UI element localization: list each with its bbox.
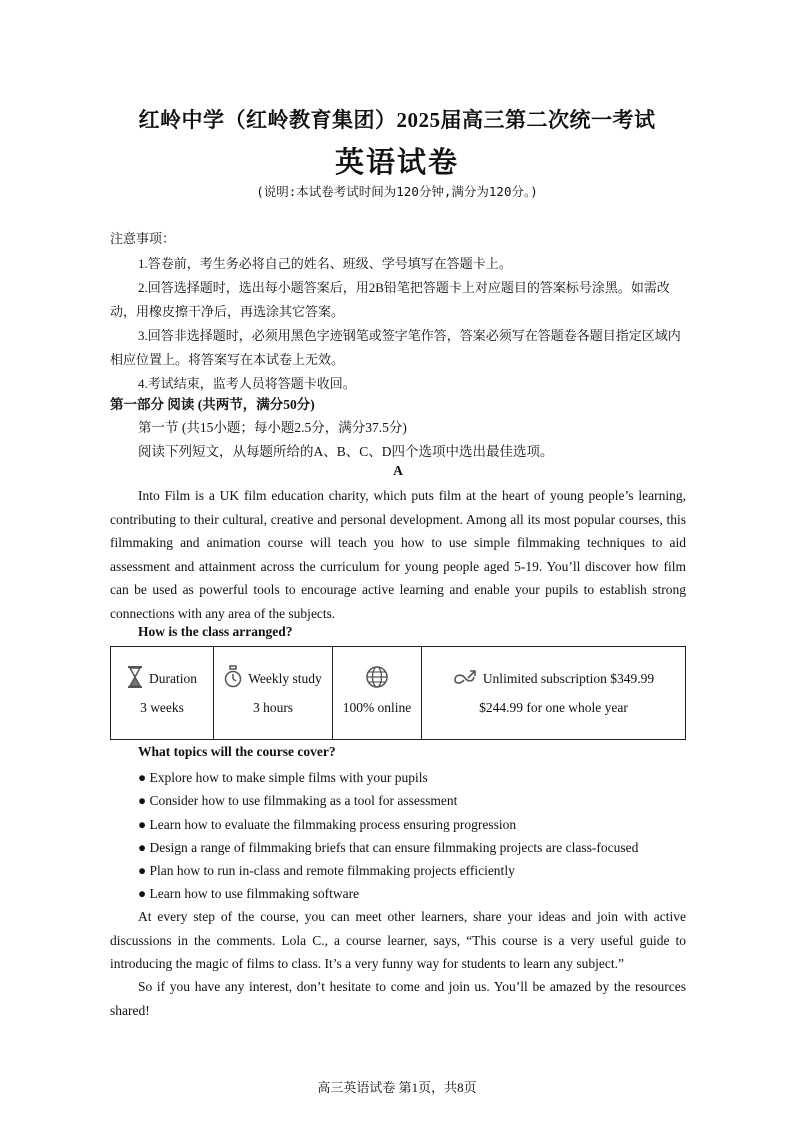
weekly-study-value: 3 hours	[252, 700, 294, 715]
duration-label: Duration	[149, 671, 197, 686]
exam-explanation: (说明:本试卷考试时间为120分钟,满分为120分。)	[256, 184, 538, 199]
list-item: ● Plan how to run in-class and remote filmmaking projects efficiently	[138, 863, 515, 879]
subscription-cell	[422, 647, 686, 740]
passage-paragraph: At every step of the course, you can meet other learners, share your ideas and join with active discussions in the comments. Lola C., a course learner, says, “This course is a very useful guide to introducing the magic of films to class. It’s a very funny way for students to learn any subject.”	[110, 909, 686, 971]
topics-list	[110, 766, 686, 906]
passage-label: A	[393, 463, 403, 478]
hourglass-icon	[127, 665, 143, 693]
passage-paragraph: So if you have any interest, don’t hesitate to come and join us. You’ll be amazed by the resources shared!	[110, 979, 686, 1018]
notice-item: 1.答卷前，考生务必将自己的姓名、班级、学号填写在答题卡上。	[138, 256, 512, 271]
subscription-value: $244.99 for one whole year	[479, 700, 628, 715]
weekly-study-label: Weekly study	[248, 671, 322, 686]
online-value: 100% online	[342, 700, 412, 715]
list-item: ● Learn how to use filmmaking software	[138, 886, 360, 902]
notice-list	[110, 252, 686, 396]
arranged-heading: How is the class arranged?	[138, 624, 293, 639]
duration-value: 3 weeks	[140, 700, 184, 715]
stopwatch-icon	[224, 665, 242, 693]
part-heading: 第一部分 阅读 (共两节，满分50分)	[110, 397, 315, 412]
subscription-label: Unlimited subscription $349.99	[482, 671, 655, 686]
notice-heading: 注意事项：	[110, 231, 176, 246]
exam-title: 红岭中学（红岭教育集团）2025届高三第二次统一考试	[138, 108, 656, 132]
list-item: ● Design a range of filmmaking briefs that can ensure filmmaking projects are class-focused	[138, 839, 639, 855]
notice-item: 3.回答非选择题时，必须用黑色字迹钢笔或签字笔作答，答案必须写在答题卷各题目指定区域内相应位置上。将答案写在本试卷上无效。	[110, 328, 681, 367]
infinity-arrow-icon	[453, 668, 477, 690]
list-item: ● Consider how to use filmmaking as a tool for assessment	[138, 793, 458, 809]
online-cell	[333, 647, 422, 740]
duration-cell	[111, 647, 214, 740]
notice-item: 2.回答选择题时，选出每小题答案后，用2B铅笔把答题卡上对应题目的答案标号涂黑。如需改动，用橡皮擦干净后，再选涂其它答案。	[110, 280, 670, 319]
passage-intro: Into Film is a UK film education charity, which puts film at the heart of young people’s learning, contributing to their cultural, creative and personal development. Among all its most popular courses, this filmmaking and animation course will teach you how to use simple filmmaking techniques to aid assessment and attainment across the curriculum for young people aged 5-19. You’ll discover how film can be used as powerful tools to encourage active learning and enable your pupils to establish strong connections with any area of the subjects.	[110, 488, 686, 621]
page-footer: 高三英语试卷 第1页，共8页	[317, 1080, 477, 1095]
section-heading: 第一节 (共15小题；每小题2.5分，满分37.5分)	[138, 420, 407, 435]
globe-icon	[365, 665, 389, 693]
notice-item: 4.考试结束，监考人员将答题卡收回。	[138, 376, 356, 391]
reading-instruction: 阅读下列短文，从每题所给的A、B、C、D四个选项中选出最佳选项。	[138, 444, 554, 459]
list-item: ● Learn how to evaluate the filmmaking process ensuring progression	[138, 816, 517, 832]
list-item: ● Explore how to make simple films with your pupils	[138, 770, 428, 785]
weekly-study-cell	[214, 647, 333, 740]
subject-title: 英语试卷	[334, 147, 459, 179]
topics-heading: What topics will the course cover?	[138, 744, 336, 759]
course-arrangement-table	[110, 646, 686, 740]
